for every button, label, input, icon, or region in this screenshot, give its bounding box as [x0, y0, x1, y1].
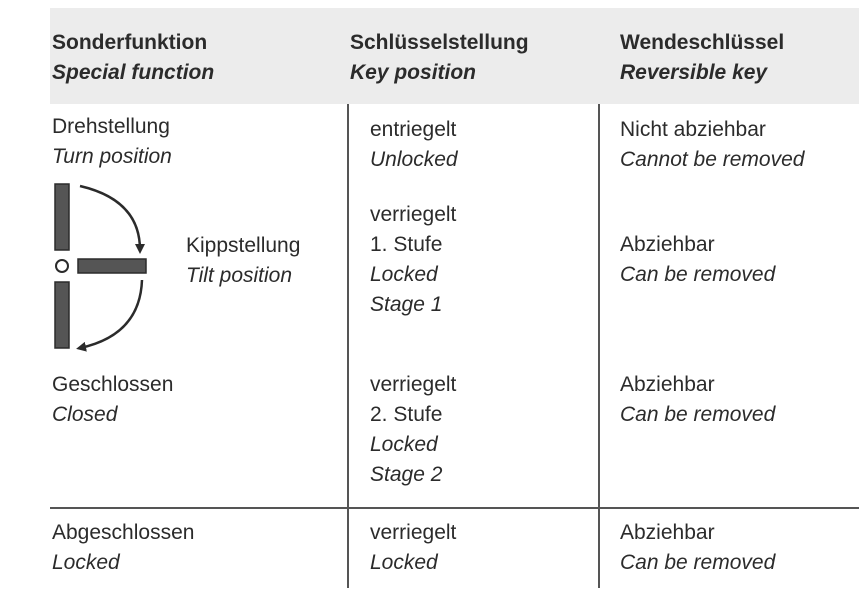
- position-stage2-en: Stage 2: [370, 463, 443, 486]
- position-locked-stage2-en: Locked: [370, 433, 438, 456]
- handle-up: [55, 184, 69, 250]
- function-closed-de: Geschlossen: [52, 373, 174, 396]
- handle-down: [55, 282, 69, 348]
- arrow-turn-to-tilt: [80, 186, 140, 250]
- reversible-tilt-de: Abziehbar: [620, 233, 715, 256]
- handle-pivot: [56, 260, 68, 272]
- function-locked-de: Abgeschlossen: [52, 521, 195, 544]
- position-stage2-de: 2. Stufe: [370, 403, 443, 426]
- reversible-tilt-en: Can be removed: [620, 263, 776, 286]
- header-special-function-de: Sonderfunktion: [52, 31, 208, 54]
- reversible-locked-de: Abziehbar: [620, 521, 715, 544]
- position-locked-de: verriegelt: [370, 521, 457, 544]
- function-turn-de: Drehstellung: [52, 115, 170, 138]
- window-handle-positions-icon: [40, 170, 170, 360]
- row-divider: [50, 507, 859, 509]
- reversible-closed-de: Abziehbar: [620, 373, 715, 396]
- reversible-closed-en: Can be removed: [620, 403, 776, 426]
- function-locked-en: Locked: [52, 551, 120, 574]
- position-locked-en: Locked: [370, 551, 438, 574]
- header-key-position-de: Schlüsselstellung: [350, 31, 529, 54]
- function-tilt-en: Tilt position: [186, 264, 293, 287]
- reversible-turn-de: Nicht abziehbar: [620, 118, 766, 141]
- reversible-locked-en: Can be removed: [620, 551, 776, 574]
- handle-horizontal: [78, 259, 146, 273]
- column-divider: [598, 104, 600, 588]
- function-closed-en: Closed: [52, 403, 118, 426]
- function-turn-en: Turn position: [52, 145, 172, 168]
- position-unlocked-de: entriegelt: [370, 118, 457, 141]
- position-unlocked-en: Unlocked: [370, 148, 458, 171]
- header-key-position-en: Key position: [350, 61, 477, 84]
- header-reversible-key-de: Wendeschlüssel: [620, 31, 785, 54]
- function-tilt-de: Kippstellung: [186, 234, 301, 257]
- position-locked-stage1-en: Locked: [370, 263, 438, 286]
- position-locked-stage1-de: verriegelt: [370, 203, 457, 226]
- reversible-turn-en: Cannot be removed: [620, 148, 805, 171]
- arrow-tilt-to-closed: [80, 280, 142, 348]
- position-stage1-en: Stage 1: [370, 293, 443, 316]
- header-special-function-en: Special function: [52, 61, 215, 84]
- position-locked-stage2-de: verriegelt: [370, 373, 457, 396]
- column-divider: [347, 104, 349, 588]
- position-stage1-de: 1. Stufe: [370, 233, 443, 256]
- header-reversible-key-en: Reversible key: [620, 61, 768, 84]
